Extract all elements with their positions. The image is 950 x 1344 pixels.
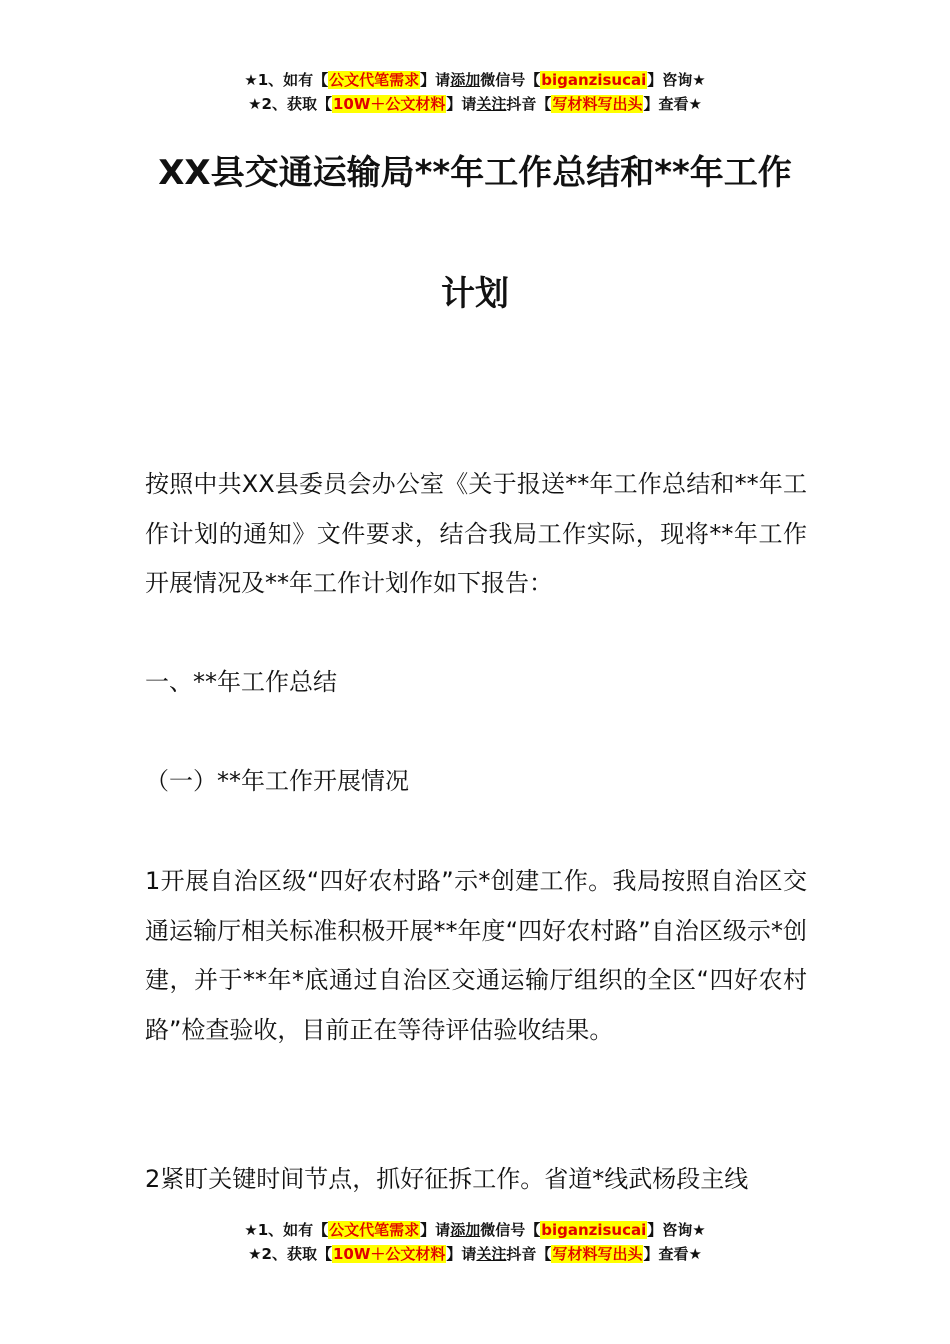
promo-text: ★1、如有【	[244, 1221, 329, 1239]
promo-highlight: biganzisucai	[541, 71, 647, 89]
promo-text: 】请	[420, 1221, 451, 1239]
body-paragraph-1: 1开展自治区级“四好农村路”示*创建工作。我局按照自治区交通运输厅相关标准积极开展**年度“四好农村路”自治区级示*创建，并于**年*底通过自治区交通运输厅组织的全区“四好农村路”检查验收，目前正在等待评估验收结果。	[145, 867, 807, 1044]
promo-text: 】查看★	[643, 95, 702, 113]
subsection-heading: （一）**年工作开展情况	[145, 767, 409, 795]
promo-line-2	[0, 1242, 950, 1266]
promo-banner-top	[0, 68, 950, 116]
promo-text: 】请	[420, 71, 451, 89]
body-paragraph-2: 2紧盯关键时间节点，抓好征拆工作。省道*线武杨段主线	[145, 1165, 749, 1193]
document-title-line-2: 计划	[441, 274, 509, 314]
promo-text: 】咨询★	[647, 71, 706, 89]
promo-text: ★2、获取【	[248, 1245, 332, 1263]
promo-text: 微信号【	[480, 1221, 541, 1239]
promo-text: ★1、如有【	[244, 71, 329, 89]
promo-line-1	[0, 68, 950, 92]
promo-underline: 关注	[476, 95, 507, 113]
promo-highlight: 写材料写出头	[552, 1245, 643, 1263]
promo-highlight: biganzisucai	[541, 1221, 647, 1239]
promo-underline: 添加	[450, 1221, 481, 1239]
promo-text: 抖音【	[506, 1245, 552, 1263]
section-heading: 一、**年工作总结	[145, 668, 337, 696]
promo-line-2	[0, 92, 950, 116]
promo-highlight: 公文代笔需求	[329, 71, 420, 89]
promo-text: ★2、获取【	[248, 95, 332, 113]
promo-line-1	[0, 1218, 950, 1242]
promo-text: 】请	[446, 95, 477, 113]
promo-text: 】查看★	[643, 1245, 702, 1263]
promo-banner-bottom	[0, 1218, 950, 1266]
promo-underline: 关注	[476, 1245, 507, 1263]
promo-highlight: 10W＋公文材料	[332, 1245, 446, 1263]
promo-text: 微信号【	[480, 71, 541, 89]
promo-highlight: 公文代笔需求	[329, 1221, 420, 1239]
promo-text: 】请	[446, 1245, 477, 1263]
promo-text: 】咨询★	[647, 1221, 706, 1239]
promo-text: 抖音【	[506, 95, 552, 113]
promo-underline: 添加	[450, 71, 481, 89]
promo-highlight: 10W＋公文材料	[332, 95, 446, 113]
promo-highlight: 写材料写出头	[552, 95, 643, 113]
intro-paragraph: 按照中共XX县委员会办公室《关于报送**年工作总结和**年工作计划的通知》文件要求，结合我局工作实际，现将**年工作开展情况及**年工作计划作如下报告：	[145, 470, 807, 597]
document-title-line-1: XX县交通运输局**年工作总结和**年工作	[158, 153, 792, 193]
